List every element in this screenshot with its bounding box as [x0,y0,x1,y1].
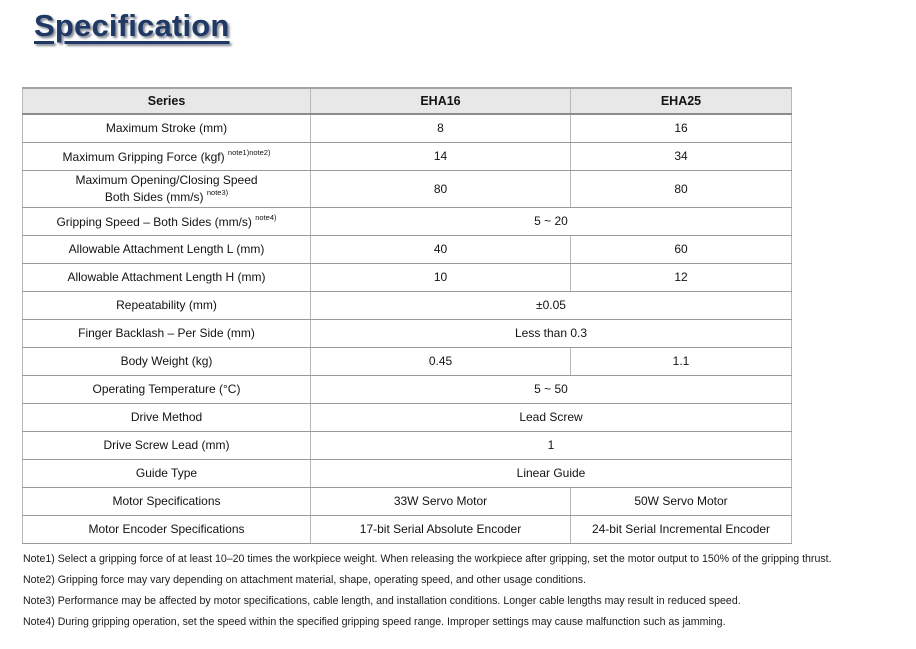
spec-label-cell: Motor Specifications [23,487,311,515]
spec-label-cell [23,207,311,235]
spec-label: Gripping Speed – Both Sides (mm/s) [56,214,252,229]
note-reference: note4) [255,212,277,222]
footnote-3: Note3) Performance may be affected by motor specifications, cable length, and installation conditions. Longer cable lengths may result in reduced speed. [23,595,741,607]
spec-value-cell: 33W Servo Motor [311,487,571,515]
spec-merged-value-cell: Lead Screw [311,403,792,431]
table-row [23,403,792,431]
spec-merged-value-cell: Linear Guide [311,459,792,487]
spec-value-cell: 24-bit Serial Incremental Encoder [571,515,792,543]
spec-value-cell: 0.45 [311,347,571,375]
table-row [23,170,792,207]
table-row [23,431,792,459]
table-header-row [23,88,792,114]
spec-value-cell: 60 [571,235,792,263]
table-row [23,114,792,142]
spec-value-cell: 10 [311,263,571,291]
footnote-4: Note4) During gripping operation, set the speed within the specified gripping speed range. Improper settings may cause malfunction such as jamming. [23,616,726,628]
spec-value-cell: 8 [311,114,571,142]
footnote-1: Note1) Select a gripping force of at least 10–20 times the workpiece weight. When releasing the workpiece after gripping, set the motor output to 150% of the gripping thrust. [23,553,832,565]
spec-value-cell: 34 [571,142,792,170]
spec-label-cell: Repeatability (mm) [23,291,311,319]
spec-label-cell: Body Weight (kg) [23,347,311,375]
table-row [23,459,792,487]
note-reference: note1)note2) [227,147,271,157]
spec-value-cell: 12 [571,263,792,291]
spec-merged-value-cell: 5 ~ 20 [311,207,792,235]
table-row [23,142,792,170]
spec-value-cell: 16 [571,114,792,142]
spec-merged-value-cell: 1 [311,431,792,459]
table-row [23,263,792,291]
header-cell-eha25: EHA25 [571,88,792,114]
table-row [23,291,792,319]
table-row [23,207,792,235]
spec-label: Maximum Gripping Force (kgf) [62,149,225,164]
spec-value-cell: 1.1 [571,347,792,375]
spec-value-cell: 50W Servo Motor [571,487,792,515]
spec-value-cell: 17-bit Serial Absolute Encoder [311,515,571,543]
spec-label-cell: Maximum Stroke (mm) [23,114,311,142]
header-cell-eha16: EHA16 [311,88,571,114]
spec-label-cell: Drive Method [23,403,311,431]
spec-value-cell: 40 [311,235,571,263]
spec-merged-value-cell: 5 ~ 50 [311,375,792,403]
table-row [23,375,792,403]
spec-label-cell: Guide Type [23,459,311,487]
table-row [23,515,792,543]
note-reference: note3) [206,187,229,197]
spec-label-cell [23,170,311,207]
spec-label-cell: Motor Encoder Specifications [23,515,311,543]
spec-label-line1: Maximum Opening/Closing Speed [75,172,258,187]
spec-label-line2: Both Sides (mm/s) [104,189,204,204]
spec-label-cell: Finger Backlash – Per Side (mm) [23,319,311,347]
spec-value-cell: 14 [311,142,571,170]
spec-label-cell [23,142,311,170]
spec-merged-value-cell: Less than 0.3 [311,319,792,347]
header-cell-series: Series [23,88,311,114]
table-row [23,487,792,515]
spec-label-cell: Allowable Attachment Length H (mm) [23,263,311,291]
table-row [23,235,792,263]
spec-value-cell: 80 [311,170,571,207]
table-row [23,347,792,375]
footnote-2: Note2) Gripping force may vary depending on attachment material, shape, operating speed, and other usage conditions. [23,574,586,586]
spec-label-cell: Allowable Attachment Length L (mm) [23,235,311,263]
spec-value-cell: 80 [571,170,792,207]
page-title: Specification [34,8,230,43]
spec-label-cell: Operating Temperature (°C) [23,375,311,403]
specification-table [22,87,792,544]
table-row [23,319,792,347]
spec-merged-value-cell: ±0.05 [311,291,792,319]
spec-label-cell: Drive Screw Lead (mm) [23,431,311,459]
footnotes [23,549,913,633]
